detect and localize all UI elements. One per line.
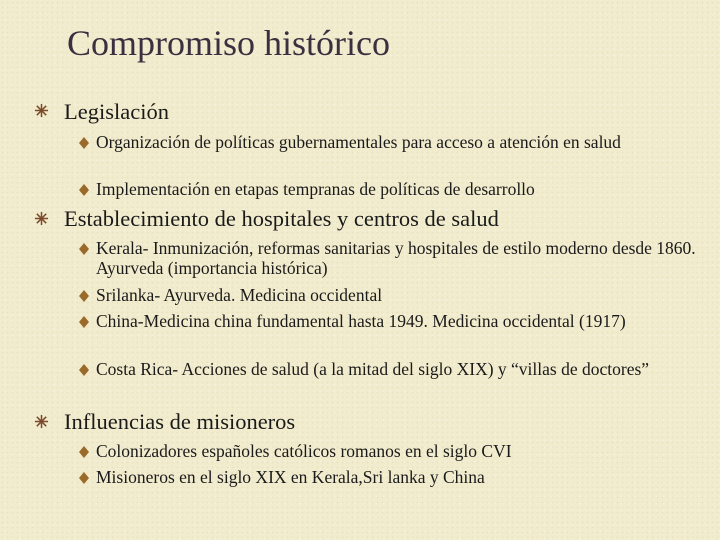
diamond-bullet-icon: [79, 364, 89, 376]
bullet-item: China-Medicina china fundamental hasta 1949. Medicina occidental (1917): [96, 311, 626, 331]
diamond-bullet-icon: [79, 472, 89, 484]
asterisk-bullet-icon: [34, 103, 49, 118]
section-heading-misioneros: Influencias de misioneros: [64, 409, 296, 434]
diamond-bullet-icon: [79, 137, 89, 149]
asterisk-bullet-icon: [34, 414, 49, 429]
section-heading-legislacion: Legislación: [64, 99, 169, 124]
diamond-bullet-icon: [79, 184, 89, 196]
diamond-bullet-icon: [79, 446, 89, 458]
bullet-item: Kerala- Inmunización, reformas sanitarias y hospitales de estilo moderno desde 1860. Ayurveda (importancia histórica): [96, 238, 696, 278]
asterisk-bullet-icon: [34, 211, 49, 226]
slide-title: Compromiso histórico: [67, 23, 390, 63]
diamond-bullet-icon: [79, 316, 89, 328]
bullet-item: Misioneros en el siglo XIX en Kerala,Sri lanka y China: [96, 467, 485, 487]
section-heading-hospitales: Establecimiento de hospitales y centros de salud: [64, 206, 499, 231]
bullet-item: Srilanka- Ayurveda. Medicina occidental: [96, 285, 383, 305]
bullet-item: Implementación en etapas tempranas de políticas de desarrollo: [96, 179, 535, 199]
bullet-item: Colonizadores españoles católicos romanos en el siglo CVI: [96, 441, 512, 461]
bullet-item: Organización de políticas gubernamentales para acceso a atención en salud: [96, 132, 621, 152]
bullet-item: Costa Rica- Acciones de salud (a la mitad del siglo XIX) y “villas de doctores”: [96, 359, 650, 379]
diamond-bullet-icon: [79, 243, 89, 255]
diamond-bullet-icon: [79, 290, 89, 302]
